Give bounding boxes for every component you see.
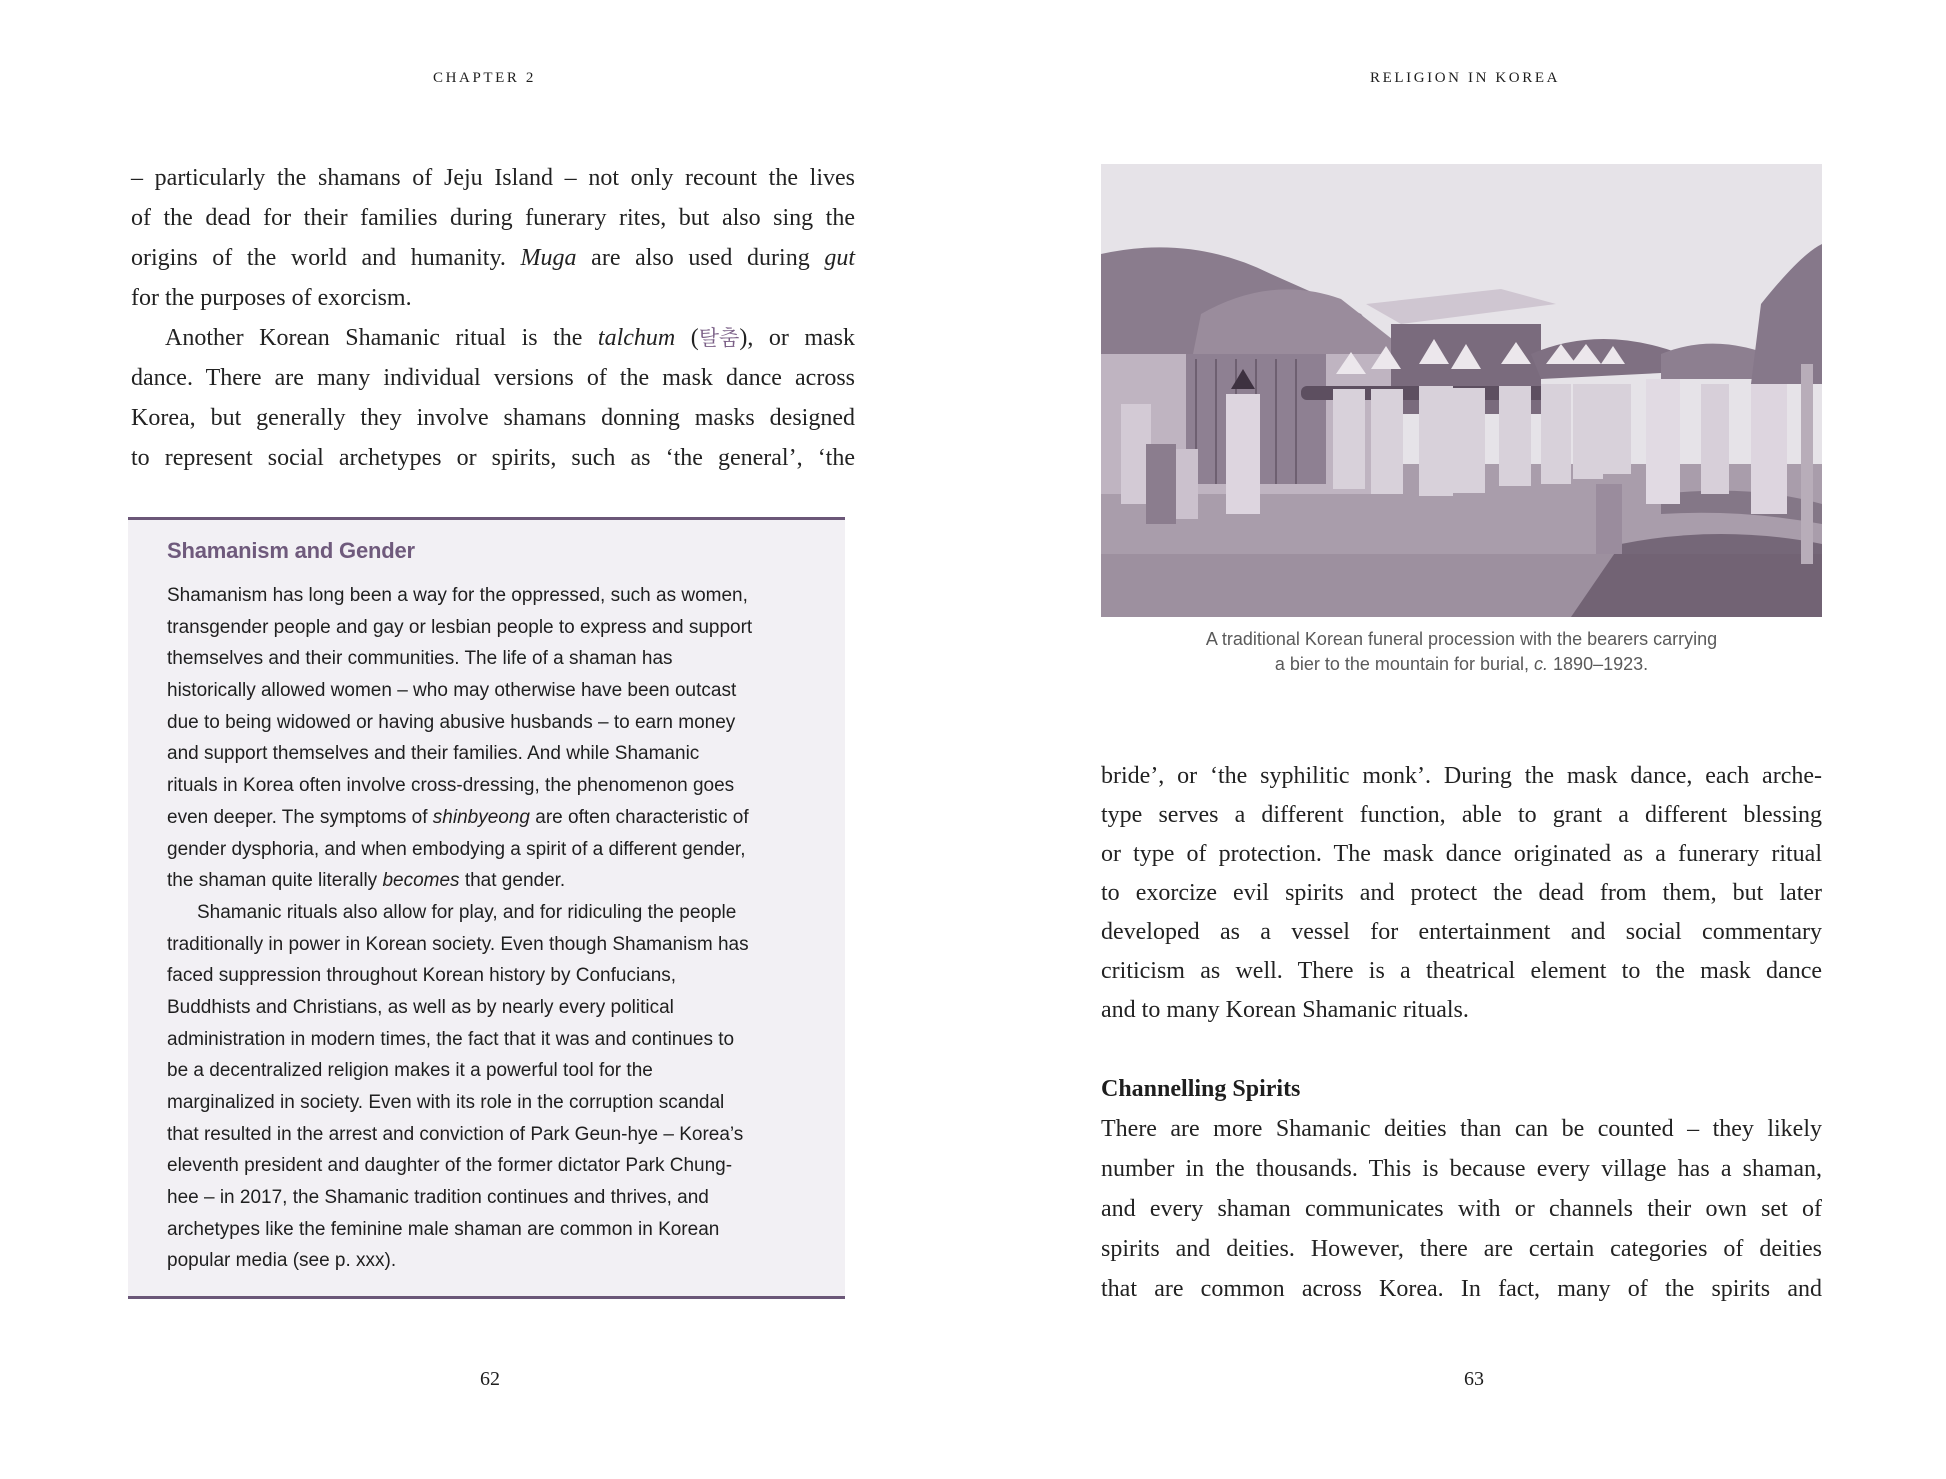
- right-body-text-2: [1101, 1109, 1822, 1309]
- body-line: developed as a vessel for entertainment and social commentary: [1101, 919, 1822, 945]
- figure-funeral-procession: [1101, 164, 1822, 674]
- sidebar-line: the shaman quite literally becomes that gender.: [167, 870, 566, 892]
- sidebar-line: themselves and their communities. The life of a shaman has: [167, 648, 673, 670]
- sidebar-line: even deeper. The symptoms of shinbyeong are often characteristic of: [167, 806, 749, 828]
- sidebar-line: that resulted in the arrest and conviction of Park Geun-hye – Korea’s: [167, 1123, 744, 1145]
- body-line: and to many Korean Shamanic rituals.: [1101, 997, 1469, 1023]
- running-head-chapter: CHAPTER 2: [433, 70, 536, 86]
- caption-line-1: A traditional Korean funeral procession with the bearers carrying: [1205, 629, 1718, 649]
- sidebar-line: Buddhists and Christians, as well as by nearly every political: [167, 996, 674, 1018]
- photo-illustration: [1101, 164, 1822, 617]
- sidebar-line: rituals in Korea often involve cross-dressing, the phenomenon goes: [167, 775, 735, 797]
- term-shinbyeong: shinbyeong: [432, 806, 530, 828]
- body-line: to represent social archetypes or spirits, such as ‘the general’, ‘the: [131, 445, 855, 471]
- sidebar-line: traditionally in power in Korean society. Even though Shamanism has: [167, 933, 749, 955]
- sidebar-line: due to being widowed or having abusive husbands – to earn money: [167, 711, 736, 733]
- term-gut: gut: [824, 245, 856, 271]
- hangul-talchum: 탈춤: [698, 326, 740, 350]
- body-line: bride’, or ‘the syphilitic monk’. During the mask dance, each arche-: [1101, 763, 1822, 789]
- sidebar-line: transgender people and gay or lesbian people to express and support: [167, 616, 753, 638]
- term-muga: Muga: [520, 245, 577, 271]
- running-head-book-title: RELIGION IN KOREA: [1370, 70, 1561, 86]
- sidebar-body: [167, 580, 807, 1277]
- sidebar-line: popular media (see p. xxx).: [167, 1250, 397, 1272]
- funeral-procession-photo: [1101, 164, 1822, 617]
- page-number-left: 62: [480, 1368, 500, 1390]
- sidebar-line: historically allowed women – who may otherwise have been outcast: [167, 680, 737, 702]
- sidebar-line: Shamanism has long been a way for the oppressed, such as women,: [167, 585, 748, 606]
- body-line: origins of the world and humanity. Muga are also used during gut: [131, 245, 856, 271]
- term-talchum: talchum: [597, 325, 676, 351]
- body-line: or type of protection. The mask dance originated as a funerary ritual: [1101, 841, 1822, 867]
- sidebar-box-shamanism-and-gender: [128, 517, 845, 1299]
- sidebar-line: and support themselves and their families. And while Shamanic: [167, 743, 700, 765]
- body-line: spirits and deities. However, there are certain categories of deities: [1101, 1236, 1822, 1262]
- page-number-right: 63: [1464, 1368, 1484, 1390]
- right-page: [973, 0, 1946, 1479]
- body-line: – particularly the shamans of Jeju Island – not only recount the lives: [131, 165, 855, 191]
- body-line: that are common across Korea. In fact, many of the spirits and: [1101, 1276, 1822, 1302]
- body-line: number in the thousands. This is because every village has a shaman,: [1101, 1156, 1822, 1182]
- body-line: There are more Shamanic deities than can be counted – they likely: [1101, 1116, 1822, 1142]
- sidebar-line: archetypes like the feminine male shaman are common in Korean: [167, 1218, 720, 1240]
- figure-caption: [1101, 627, 1822, 677]
- body-line: Another Korean Shamanic ritual is the talchum (탈춤), or mask: [165, 325, 855, 351]
- sidebar-line: faced suppression throughout Korean history by Confucians,: [167, 965, 677, 987]
- body-line: type serves a different function, able to grant a different blessing: [1101, 802, 1822, 828]
- body-line: to exorcize evil spirits and protect the dead from them, but later: [1101, 880, 1822, 906]
- left-body-text: [131, 158, 855, 478]
- sidebar-line: be a decentralized religion makes it a powerful tool for the: [167, 1060, 653, 1082]
- body-line: criticism as well. There is a theatrical element to the mask dance: [1101, 958, 1822, 984]
- sidebar-line: Shamanic rituals also allow for play, and for ridiculing the people: [197, 901, 737, 923]
- caption-line-2: a bier to the mountain for burial, c. 1890–1923.: [1274, 654, 1649, 674]
- sidebar-line: gender dysphoria, and when embodying a spirit of a different gender,: [167, 838, 746, 860]
- term-becomes: becomes: [382, 870, 460, 892]
- sidebar-title: Shamanism and Gender: [167, 538, 415, 563]
- body-line: Korea, but generally they involve shamans donning masks designed: [131, 405, 855, 431]
- sidebar-line: marginalized in society. Even with its role in the corruption scandal: [167, 1092, 725, 1113]
- sidebar-line: administration in modern times, the fact that it was and continues to: [167, 1028, 735, 1050]
- section-heading-channelling-spirits: Channelling Spirits: [1101, 1076, 1301, 1102]
- body-line: dance. There are many individual versions of the mask dance across: [131, 365, 855, 391]
- sidebar-line: hee – in 2017, the Shamanic tradition continues and thrives, and: [167, 1187, 709, 1209]
- sidebar-line: eleventh president and daughter of the former dictator Park Chung-: [167, 1155, 733, 1177]
- body-line: and every shaman communicates with or channels their own set of: [1101, 1196, 1822, 1222]
- right-body-text-1: [1101, 757, 1822, 1030]
- body-line: for the purposes of exorcism.: [131, 285, 412, 311]
- body-line: of the dead for their families during funerary rites, but also sing the: [131, 205, 855, 231]
